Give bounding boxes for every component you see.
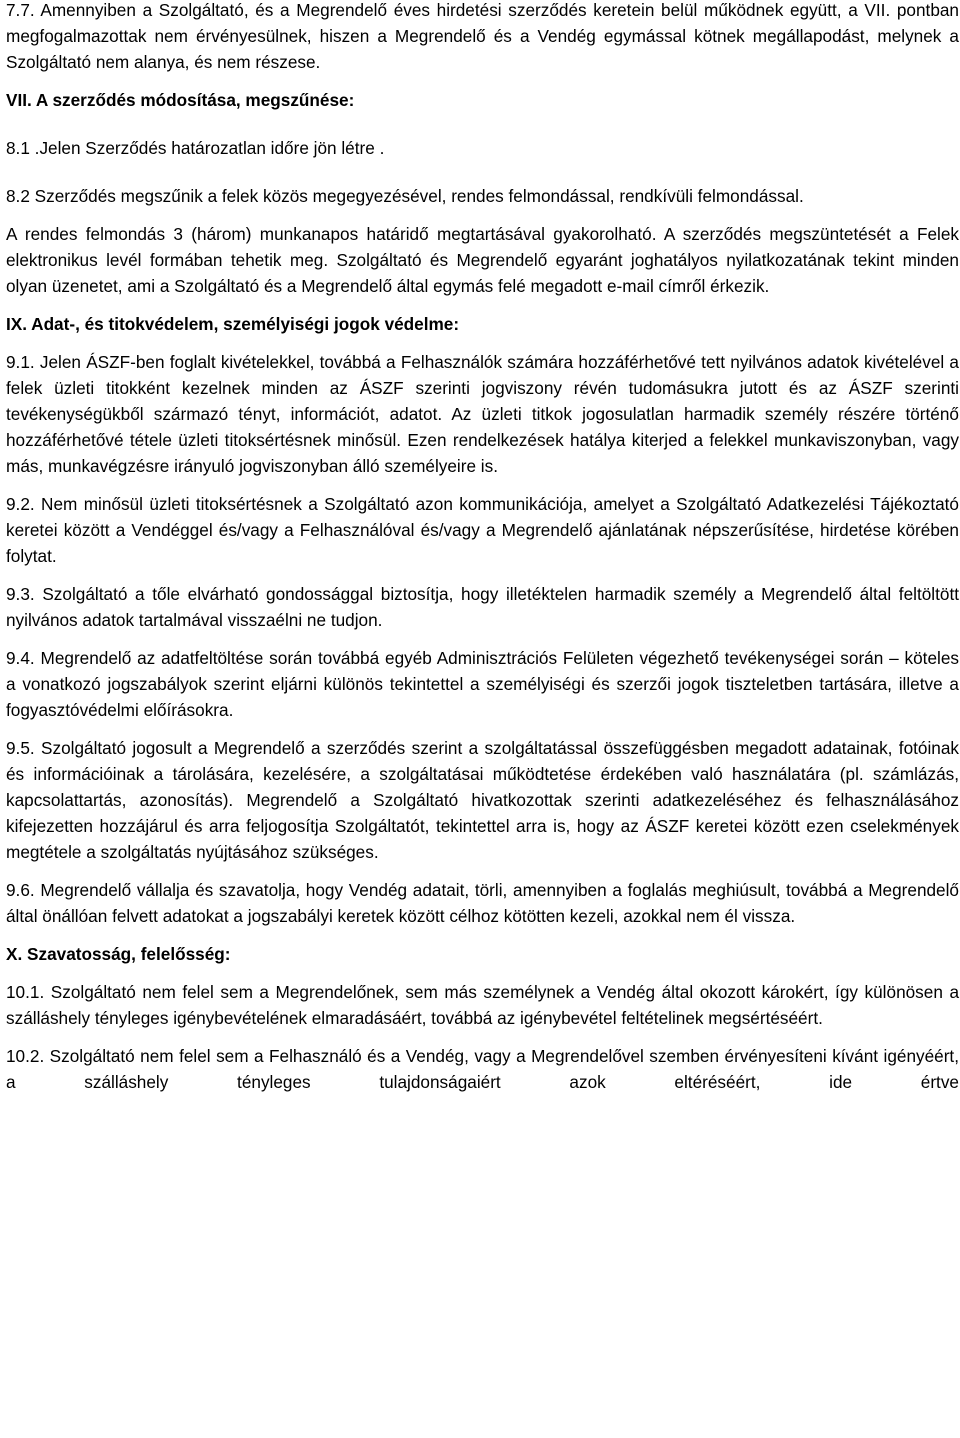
paragraph-9-4: 9.4. Megrendelő az adatfeltöltése során továbbá egyéb Adminisztrációs Felületen végezhető tevékenységei során – köteles a vonatkozó jogszabályok szerint eljárni különös tekintettel a személyiségi és szerzői jogok tiszteletben tartására, illetve a fogyasztóvédelmi előírásokra.	[6, 648, 959, 720]
paragraph-8-1: 8.1 .Jelen Szerződés határozatlan időre jön létre .	[6, 138, 385, 158]
document-page	[6, 0, 959, 1095]
paragraph-9-3: 9.3. Szolgáltató a tőle elvárható gondossággal biztosítja, hogy illetéktelen harmadik személy a Megrendelő által feltöltött nyilvános adatok tartalmával visszaélni ne tudjon.	[6, 584, 959, 630]
paragraph-9-2: 9.2. Nem minősül üzleti titoksértésnek a Szolgáltató azon kommunikációja, amelyet a Szolgáltató Adatkezelési Tájékoztató keretei között a Vendéggel és/vagy a Felhasználóval és/vagy a Megrendelő ajánlatának népszerűsítése, hirdetése körében folytat.	[6, 494, 959, 566]
section-heading-ix: IX. Adat-, és titokvédelem, személyiségi jogok védelme:	[6, 314, 460, 334]
paragraph-8-2: 8.2 Szerződés megszűnik a felek közös megegyezésével, rendes felmondással, rendkívüli felmondással.	[6, 186, 804, 206]
paragraph-9-6: 9.6. Megrendelő vállalja és szavatolja, hogy Vendég adatait, törli, amennyiben a foglalás meghiúsult, továbbá a Megrendelő által önállóan felvett adatokat a jogszabályi keretek között célhoz kötötten kezeli, azokkal nem él vissza.	[6, 880, 959, 926]
section-heading-vii: VII. A szerződés módosítása, megszűnése:	[6, 90, 355, 110]
paragraph-7-7: 7.7. Amennyiben a Szolgáltató, és a Megrendelő éves hirdetési szerződés keretein belül működnek együtt, a VII. pontban megfogalmazottak nem érvényesülnek, hiszen a Megrendelő és a Vendég egymással kötnek megállapodást, melynek a Szolgáltató nem alanya, és nem részese.	[6, 0, 959, 72]
paragraph-10-2: 10.2. Szolgáltató nem felel sem a Felhasználó és a Vendég, vagy a Megrendelővel szemben érvényesíteni kívánt igényéért, a szálláshely tényleges tulajdonságaiért azok eltéréséért, ide értve	[6, 1046, 959, 1092]
paragraph-9-1: 9.1. Jelen ÁSZF-ben foglalt kivételekkel, továbbá a Felhasználók számára hozzáférhetővé tett nyilvános adatok kivételével a felek üzleti titokként kezelnek minden az ÁSZF szerinti jogviszony révén tudomásukra jutott és az ÁSZF szerinti tevékenységükből származó tényt, információt, adatot. Az üzleti titkok jogosulatlan harmadik személy részére történő hozzáférhetővé tétele üzleti titoksértésnek minősül. Ezen rendelkezések hatálya kiterjed a felekkel munkaviszonyban, vagy más, munkavégzésre irányuló jogviszonyban álló személyeire is.	[6, 352, 959, 476]
paragraph-10-1: 10.1. Szolgáltató nem felel sem a Megrendelőnek, sem más személynek a Vendég által okozott károkért, így különösen a szálláshely tényleges igénybevételének elmaradásáért, továbbá az igénybevétel feltételinek megsértéséért.	[6, 982, 959, 1028]
paragraph-9-5: 9.5. Szolgáltató jogosult a Megrendelő a szerződés szerint a szolgáltatással összefüggésben megadott adatainak, fotóinak és információinak a tárolására, kezelésére, a szolgáltatásai működtetése érdekében való használatára (pl. számlázás, kapcsolattartás, azonosítás). Megrendelő a Szolgáltató hivatkozottak szerinti adatkezeléséhez és felhasználásához kifejezetten hozzájárul és arra feljogosítja Szolgáltatót, tekintettel arra is, hogy az ÁSZF keretei között ezen cselekmények megtétele a szolgáltatás nyújtásához szükséges.	[6, 738, 959, 862]
paragraph-termination: A rendes felmondás 3 (három) munkanapos határidő megtartásával gyakorolható. A szerződés megszüntetését a Felek elektronikus levél formában tehetik meg. Szolgáltató és Megrendelő egyaránt joghatályos nyilatkozatának tekint minden olyan üzenetet, ami a Szolgáltató és a Megrendelő által egymás felé megadott e-mail címről érkezik.	[6, 224, 959, 296]
section-heading-x: X. Szavatosság, felelősség:	[6, 944, 231, 964]
